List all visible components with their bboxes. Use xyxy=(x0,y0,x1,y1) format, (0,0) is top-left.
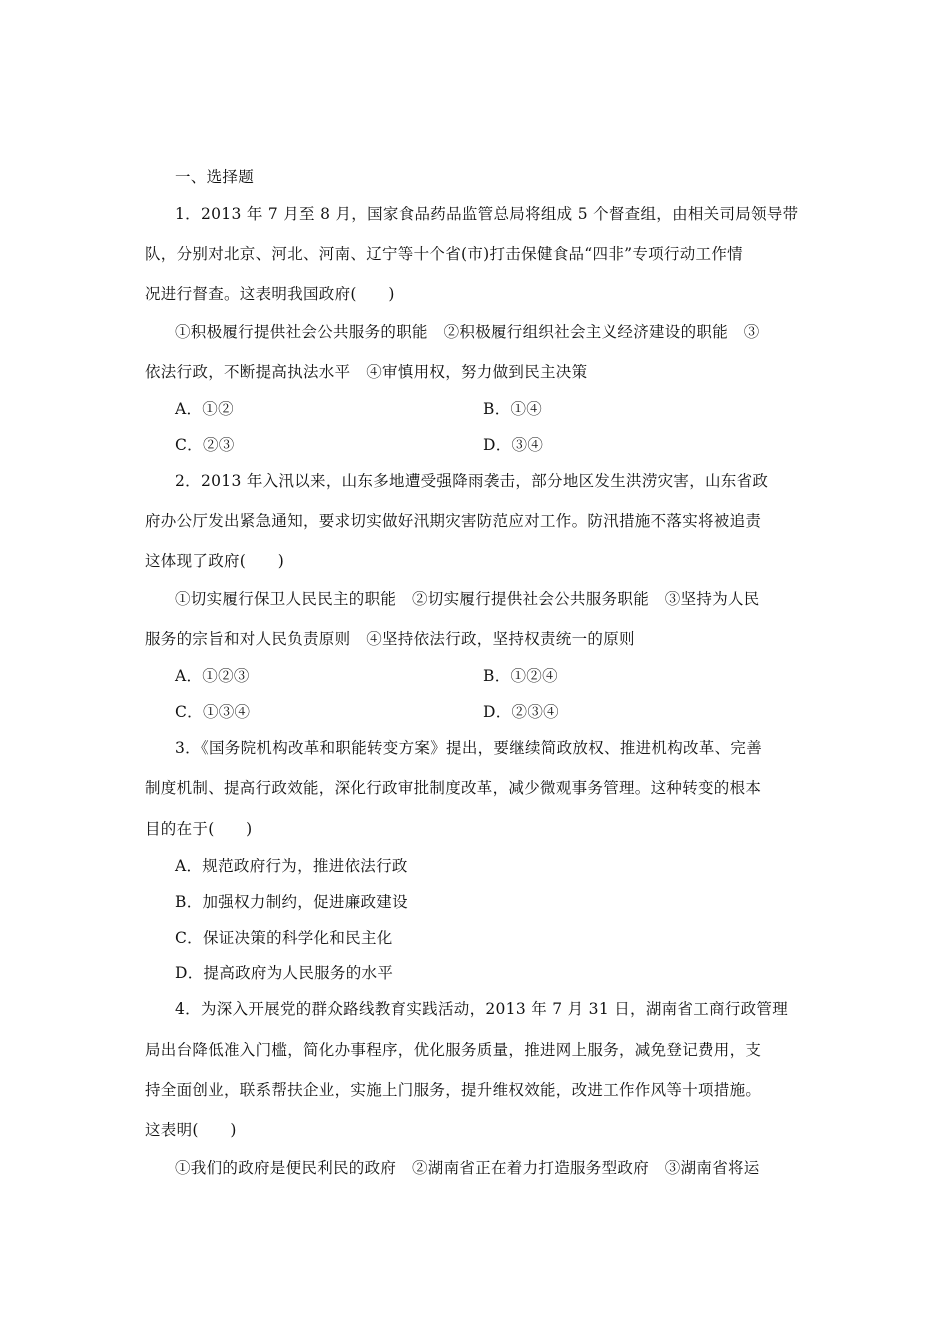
question-1-statement-line-1: ①积极履行提供社会公共服务的职能 ②积极履行组织社会主义经济建设的职能 ③ xyxy=(175,323,760,341)
question-1-option-a: A．①② xyxy=(175,400,234,418)
question-3-text-line-1: 3．《国务院机构改革和职能转变方案》提出，要继续简政放权、推进机构改革、完善 xyxy=(175,739,763,757)
question-1-option-d: D．③④ xyxy=(483,436,544,454)
question-2-option-a: A．①②③ xyxy=(175,667,250,685)
section-title: 一、选择题 xyxy=(175,168,255,186)
question-1-text-line-1: 1．2013 年 7 月至 8 月，国家食品药品监管总局将组成 5 个督查组，由相关司局领导带 xyxy=(175,205,799,223)
question-3-option-d: D．提高政府为人民服务的水平 xyxy=(175,964,394,982)
question-3-option-b: B．加强权力制约，促进廉政建设 xyxy=(175,893,408,911)
question-4-text-line-2: 局出台降低准入门槛，简化办事程序，优化服务质量，推进网上服务，减免登记费用，支 xyxy=(145,1041,762,1059)
question-3-option-c: C．保证决策的科学化和民主化 xyxy=(175,929,393,947)
question-4-statement-line-1: ①我们的政府是便民利民的政府 ②湖南省正在着力打造服务型政府 ③湖南省将运 xyxy=(175,1159,760,1177)
question-1-text-line-3: 况进行督查。这表明我国政府( ) xyxy=(145,285,395,303)
question-2-text-line-3: 这体现了政府( ) xyxy=(145,552,285,570)
question-4-text-line-1: 4．为深入开展党的群众路线教育实践活动，2013 年 7 月 31 日，湖南省工商行政管理 xyxy=(175,1000,789,1018)
question-4-text-line-4: 这表明( ) xyxy=(145,1121,237,1139)
question-2-option-d: D．②③④ xyxy=(483,703,559,721)
question-2-option-c: C．①③④ xyxy=(175,703,251,721)
question-2-text-line-1: 2．2013 年入汛以来，山东多地遭受强降雨袭击，部分地区发生洪涝灾害，山东省政 xyxy=(175,472,769,490)
question-2-option-b: B．①②④ xyxy=(483,667,558,685)
question-4-text-line-3: 持全面创业，联系帮扶企业，实施上门服务，提升维权效能，改进工作作风等十项措施。 xyxy=(145,1081,762,1099)
question-1-option-c: C．②③ xyxy=(175,436,235,454)
question-2-text-line-2: 府办公厅发出紧急通知，要求切实做好汛期灾害防范应对工作。防汛措施不落实将被追责 xyxy=(145,512,762,530)
question-3-text-line-3: 目的在于( ) xyxy=(145,820,253,838)
question-1-text-line-2: 队，分别对北京、河北、河南、辽宁等十个省(市)打击保健食品“四非”专项行动工作情 xyxy=(145,245,743,263)
question-3-text-line-2: 制度机制、提高行政效能，深化行政审批制度改革，减少微观事务管理。这种转变的根本 xyxy=(145,779,762,797)
question-2-statement-line-2: 服务的宗旨和对人民负责原则 ④坚持依法行政，坚持权责统一的原则 xyxy=(145,630,635,648)
question-2-statement-line-1: ①切实履行保卫人民民主的职能 ②切实履行提供社会公共服务职能 ③坚持为人民 xyxy=(175,590,760,608)
question-1-statement-line-2: 依法行政，不断提高执法水平 ④审慎用权，努力做到民主决策 xyxy=(145,363,588,381)
question-3-option-a: A．规范政府行为，推进依法行政 xyxy=(175,857,408,875)
question-1-option-b: B．①④ xyxy=(483,400,543,418)
